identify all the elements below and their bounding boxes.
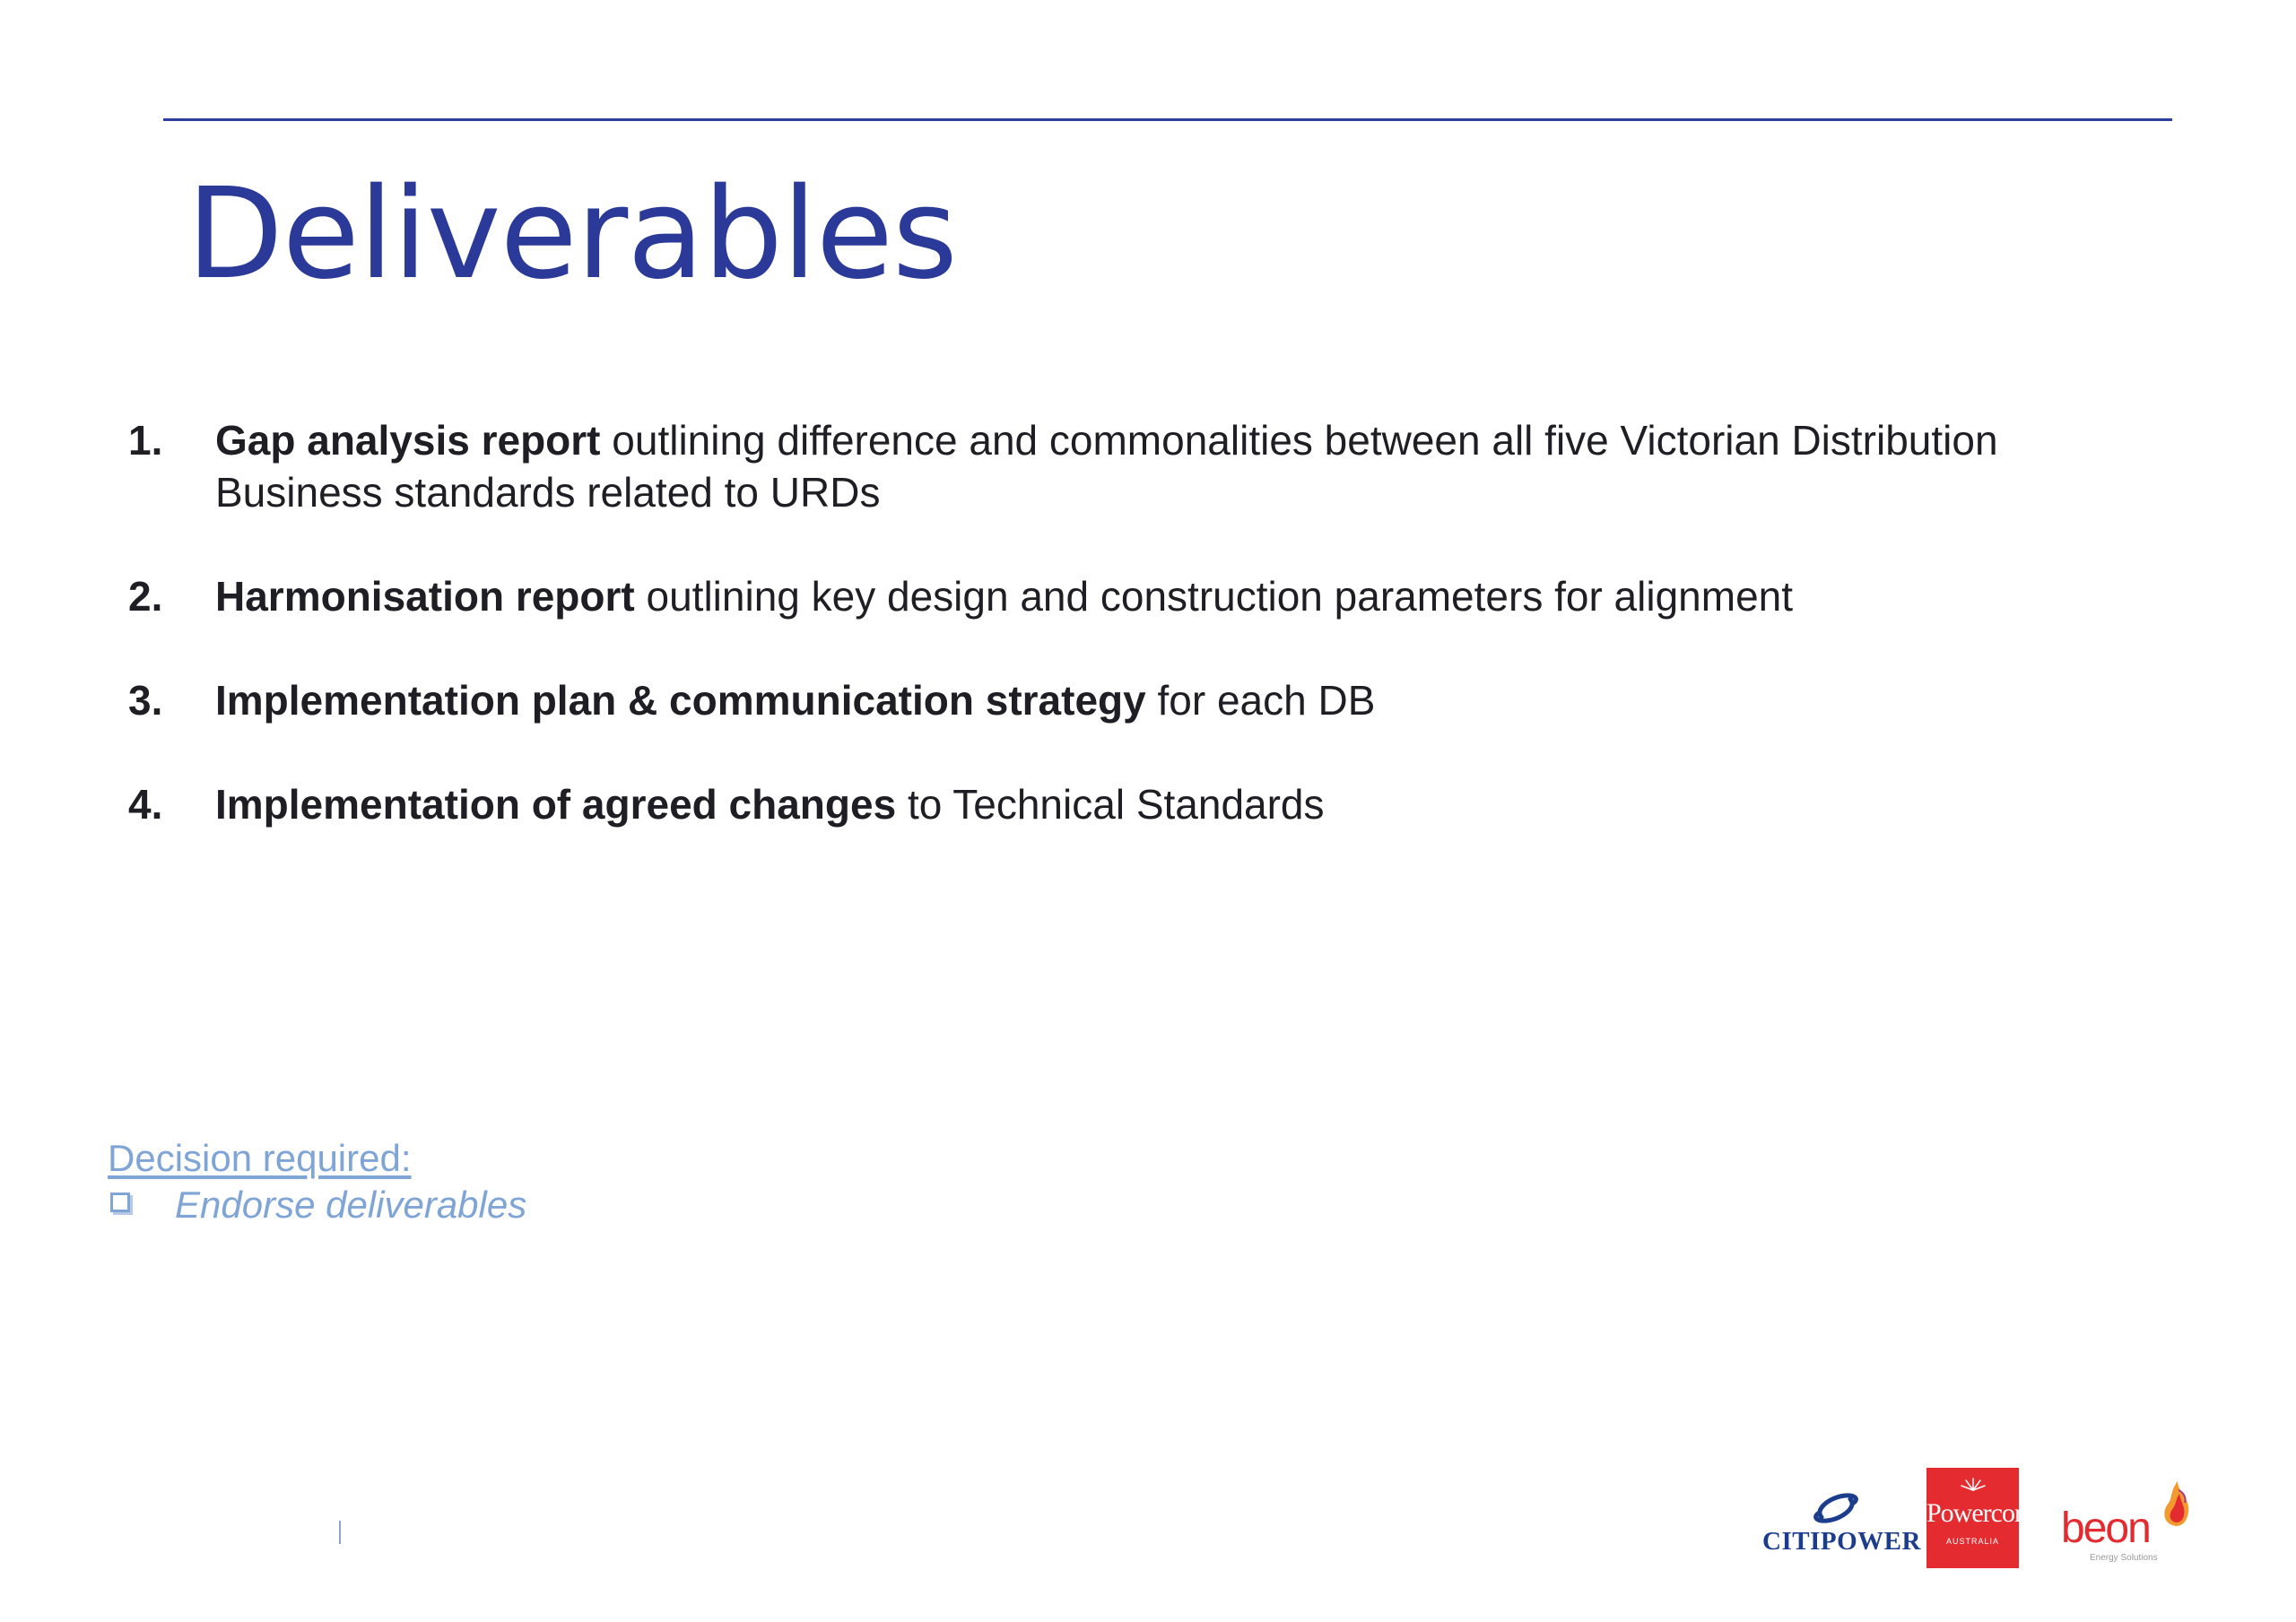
deliverable-description: outlining key design and construction parameters for alignment <box>634 573 1794 620</box>
deliverable-number: 3. <box>128 677 163 724</box>
deliverable-number: 4. <box>128 781 163 828</box>
deliverable-number: 1. <box>128 417 163 464</box>
deliverable-description: for each DB <box>1145 677 1376 724</box>
beon-wordmark: beon <box>2061 1505 2150 1552</box>
citipower-logo <box>1762 1490 1921 1562</box>
title-rule <box>163 118 2172 121</box>
slide-title: Deliverables <box>187 161 957 308</box>
powercor-logo <box>1926 1468 2022 1568</box>
decision-heading: Decision required: <box>108 1137 412 1179</box>
deliverable-number: 2. <box>128 573 163 620</box>
checkbox-icon <box>110 1193 130 1212</box>
deliverable-harmonisation <box>126 570 2099 622</box>
deliverable-title: Implementation of agreed changes <box>215 781 897 828</box>
deliverable-agreed-changes <box>126 778 2099 830</box>
deliverable-title: Gap analysis report <box>215 417 601 464</box>
citipower-swirl-icon <box>1809 1490 1863 1526</box>
beon-flame-icon <box>2160 1479 2192 1528</box>
deliverables-list <box>126 414 2099 882</box>
deliverable-title: Implementation plan & communication strategy <box>215 677 1146 724</box>
footer-divider <box>339 1521 341 1544</box>
citipower-wordmark: CITIPOWER <box>1762 1527 1921 1556</box>
beon-logo <box>2061 1474 2196 1564</box>
deliverable-gap-analysis <box>126 414 2099 518</box>
deliverable-description: to Technical Standards <box>896 781 1325 828</box>
decision-item <box>108 1182 526 1228</box>
powercor-wordmark: Powercor <box>1926 1498 2022 1528</box>
deliverable-implementation-plan <box>126 674 2099 726</box>
decision-block <box>108 1135 526 1228</box>
powercor-rays-icon <box>1961 1477 1986 1491</box>
beon-subtext: Energy Solutions <box>2090 1553 2158 1563</box>
deliverable-title: Harmonisation report <box>215 573 635 620</box>
deliverable-description: outlining difference and commonalities between all five Victorian Distribution Business standards related to URDs <box>215 417 1998 516</box>
decision-item-text: Endorse deliverables <box>175 1184 527 1226</box>
powercor-subtext: AUSTRALIA <box>1945 1537 1999 1546</box>
